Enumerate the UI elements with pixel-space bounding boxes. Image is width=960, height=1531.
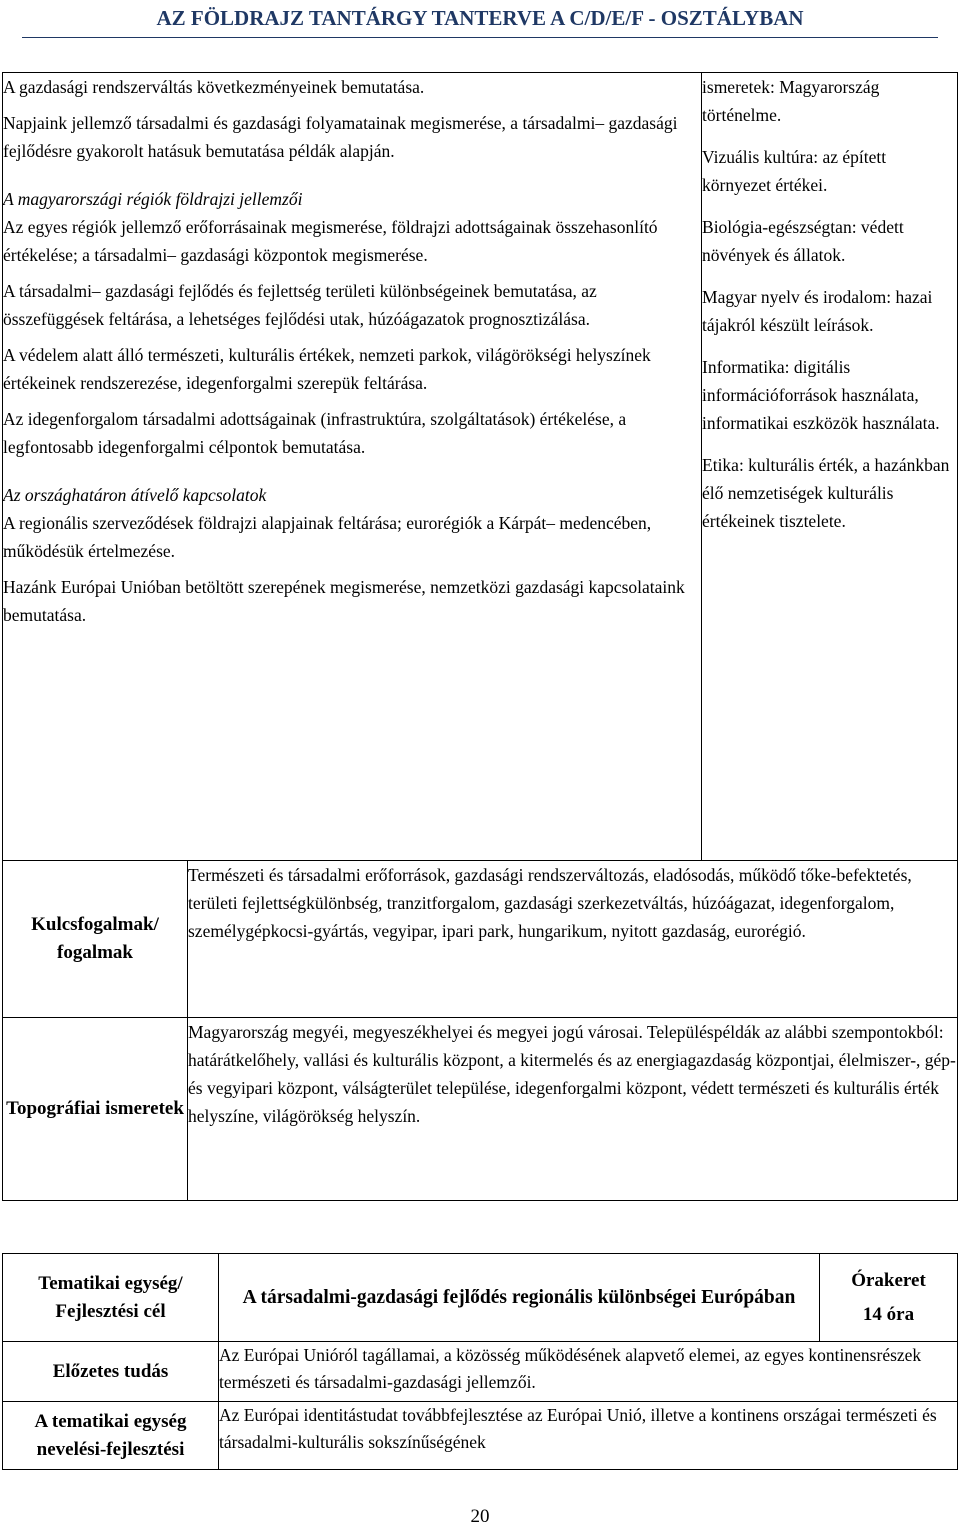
link-item: ismeretek: Magyarország történelme. bbox=[702, 77, 880, 125]
unit-row bbox=[3, 1254, 958, 1342]
content-paragraph: A regionális szerveződések földrajzi alapjainak feltárása; eurorégiók a Kárpát– medencében, működésük értelmezése. bbox=[3, 513, 652, 561]
topography-label: Topográfiai ismeretek bbox=[3, 1018, 188, 1201]
content-paragraph: Az idegenforgalom társadalmi adottságainak (infrastruktúra, szolgáltatások) értékelése, a legfontosabb idegenforgalmi célpontok bemutatása. bbox=[3, 409, 627, 457]
curriculum-table bbox=[2, 72, 958, 1201]
page-number: 20 bbox=[470, 1506, 490, 1527]
content-paragraph: A gazdasági rendszerváltás következményeinek bemutatása. bbox=[3, 77, 425, 97]
section-title: Az országhatáron átívelő kapcsolatok bbox=[3, 485, 267, 505]
cross-curricular-links-cell bbox=[702, 73, 958, 861]
unit-label: Tematikai egység/ Fejlesztési cél bbox=[3, 1254, 219, 1342]
content-paragraph: Az egyes régiók jellemző erőforrásainak megismerése, földrajzi adottságainak összehasonlító értékelése; a társadalmi– gazdasági központok megismerése. bbox=[3, 217, 658, 265]
topography-row bbox=[3, 1018, 958, 1201]
content-paragraph: A társadalmi– gazdasági fejlődés és fejlettség területi különbségeinek bemutatása, az összefüggések feltárása, a lehetséges fejlődési utak, húzóágazatok prognosztizálása. bbox=[3, 281, 597, 329]
goals-text: Az Európai identitástudat továbbfejlesztése az Európai Unió, illetve a kontinens országai természeti és társadalmi-kulturális sokszínűségének bbox=[219, 1402, 958, 1470]
topography-text: Magyarország megyéi, megyeszékhelyei és megyei jogú városai. Településpéldák az alábbi szempontokból: határátkelőhely, vallási és kulturális központ, a kitermelés és az energiagazdaság központjai, élelmiszer-, gép- és vegyipari központ, válságterület települése, idegenforgalmi központ, védett természeti és kulturális érték helyszíne, világörökség helyszín. bbox=[188, 1018, 958, 1201]
content-cell bbox=[3, 73, 702, 861]
key-concepts-label: Kulcsfogalmak/ fogalmak bbox=[3, 861, 188, 1018]
link-item: Magyar nyelv és irodalom: hazai tájakról készült leírások. bbox=[702, 287, 933, 335]
goals-label: A tematikai egység nevelési-fejlesztési bbox=[3, 1402, 219, 1470]
hours-cell bbox=[820, 1254, 958, 1342]
prior-knowledge-label: Előzetes tudás bbox=[3, 1342, 219, 1402]
unit-title: A társadalmi-gazdasági fejlődés regionális különbségei Európában bbox=[219, 1254, 820, 1342]
link-item: Biológia-egészségtan: védett növények és állatok. bbox=[702, 217, 904, 265]
content-paragraph: A védelem alatt álló természeti, kulturális értékek, nemzeti parkok, világörökségi helyszínek értékeinek rendszerezése, idegenforgalmi szerepük feltárása. bbox=[3, 345, 651, 393]
link-item: Etika: kulturális érték, a hazánkban élő nemzetiségek kulturális értékeinek tisztelete. bbox=[702, 455, 950, 531]
content-paragraph: Hazánk Európai Unióban betöltött szerepének megismerése, nemzetközi gazdasági kapcsolataink bemutatása. bbox=[3, 577, 685, 625]
section-title: A magyarországi régiók földrajzi jellemzői bbox=[3, 189, 303, 209]
key-concepts-text: Természeti és társadalmi erőforrások, gazdasági rendszerváltozás, eladósodás, működő tőke-befektetés, területi fejlettségkülönbség, tranzitforgalom, gazdasági szerkezetváltás, húzóágazat, idegenforgalom, személygépkocsi-gyártás, vegyipar, ipari park, hungarikum, nyitott gazdaság, eurorégió. bbox=[188, 861, 958, 1018]
content-paragraph: Napjaink jellemző társadalmi és gazdasági folyamatainak megismerése, a társadalmi– gazdasági fejlődésre gyakorolt hatásuk bemutatása példák alapján. bbox=[3, 113, 678, 161]
key-concepts-row bbox=[3, 861, 958, 1018]
hours-label: Órakeret bbox=[851, 1269, 926, 1291]
goals-row bbox=[3, 1402, 958, 1470]
thematic-unit-table bbox=[2, 1253, 958, 1470]
link-item: Vizuális kultúra: az épített környezet értékei. bbox=[702, 147, 887, 195]
content-row bbox=[3, 73, 958, 861]
prior-knowledge-text: Az Európai Unióról tagállamai, a közösség működésének alapvető elemei, az egyes kontinensrészek természeti és társadalmi-gazdasági jellemzői. bbox=[219, 1342, 958, 1402]
prior-knowledge-row bbox=[3, 1342, 958, 1402]
hours-value: 14 óra bbox=[862, 1303, 915, 1325]
header-rule bbox=[22, 37, 938, 38]
link-item: Informatika: digitális információforrások használata, informatikai eszközök használata. bbox=[702, 357, 940, 433]
page-header: AZ FÖLDRAJZ TANTÁRGY TANTERVE A C/D/E/F - OSZTÁLYBAN bbox=[156, 6, 804, 30]
